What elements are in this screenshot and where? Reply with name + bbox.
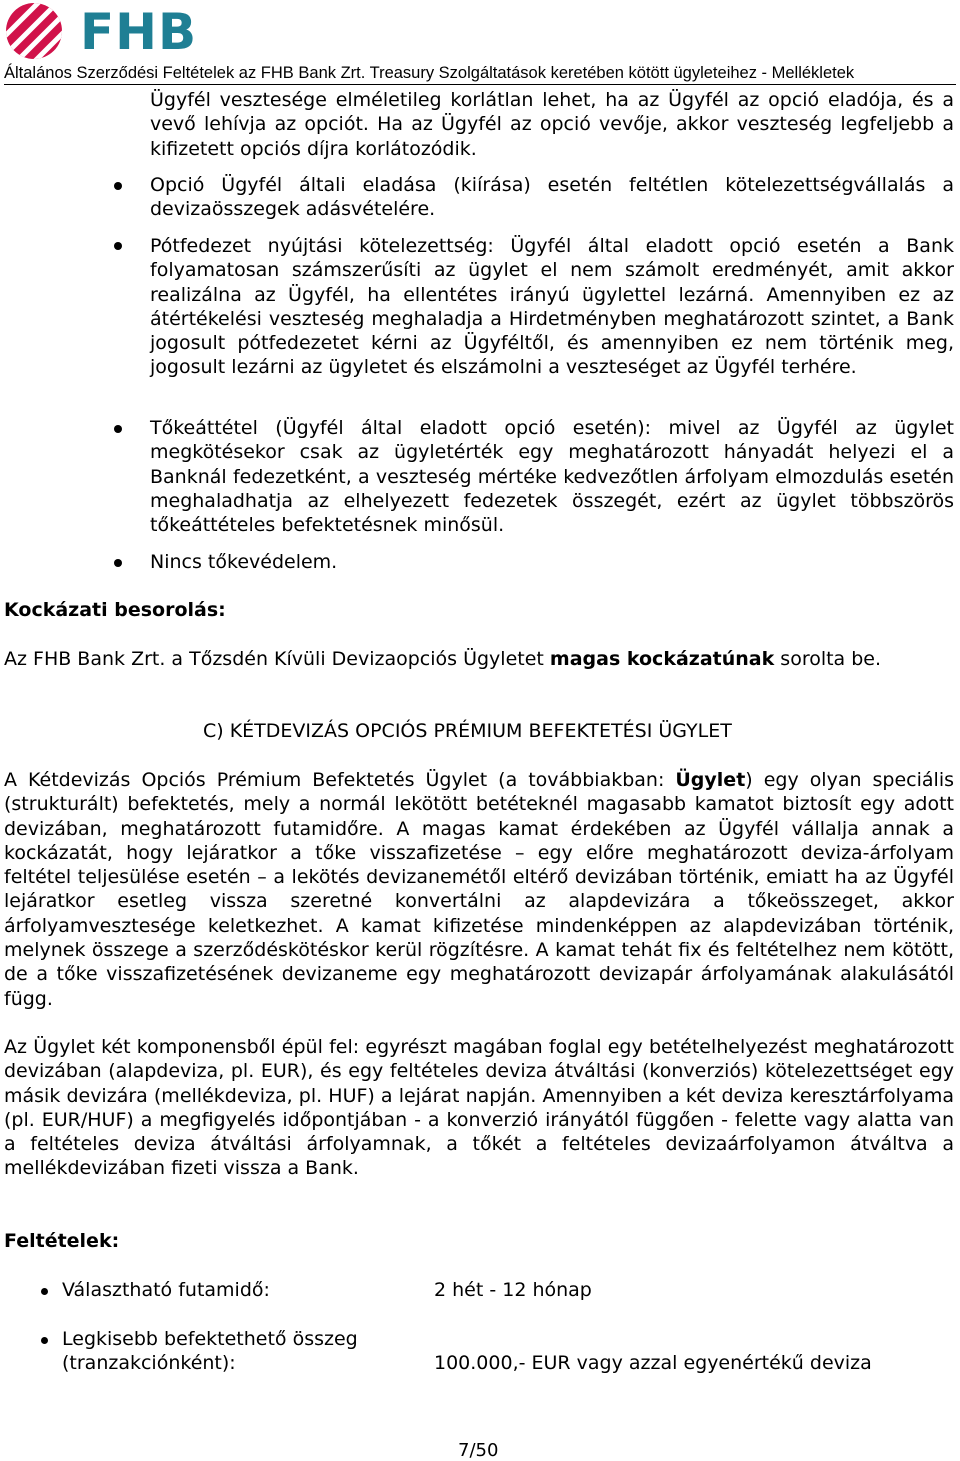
intro-paragraph: Ügyfél vesztesége elméletileg korlátlan lehet, ha az Ügyfél az opció eladója, és a vevő lehívja az opciót. Ha az Ügyfél az opció vevője, akkor veszteség legfeljebb a kifizetett opciós díjra korlátozódik. bbox=[150, 89, 954, 160]
page-number: 7/50 bbox=[458, 1440, 499, 1461]
bullet-item-2: Pótfedezet nyújtási kötelezettség: Ügyfél által eladott opció esetén a Bank folyamatosan számszerűsíti az ügylet el nem számolt eredményét, amit akkor realizálna az Ügyfél, ha ellentétes irányú ügylettel lezárná. Amennyiben ez az átértékelési veszteség meghaladja a Hirdetményben meghatározott szintet, a Bank jogosult pótfedezetet kérni az Ügyféltől, és amennyiben ez nem történik meg, jogosult lezárni az ügyletet és elszámolni a veszteséget az Ügyfél terhére. bbox=[150, 235, 954, 379]
bullet-icon bbox=[114, 242, 122, 250]
p1-text-after: ) egy olyan speciális (strukturált) befektetés, mely a normál lekötött betéteknél magasabb kamatot biztosít egy adott devizában, meghatározott futamidőre. A magas kamat érdekében az Ügyfél vállalja annak a kockázatát, hogy lejáratkor a tőke visszafizetése – egy előre meghatározott deviza-árfolyam feltétel teljesülése esetén – a lekötés devizanemétől eltérő devizában történik, emiatt ha az Ügyfél lejáratkor esetleg vissza szeretné konvertálni az alapdevizára a tőkeösszeget, akkor árfolyamvesztesége keletkezhet. A kamat kifizetése mindenképpen az alapdevizában történik, melynek összege a szerződéskötéskor kerül rögzítésre. A kamat tehát fix és feltételhez nem kötött, de a tőke visszafizetésének devizaneme egy meghatározott devizapár árfolyamának alakulásától függ. bbox=[4, 769, 954, 1010]
logo-wordmark: FHB bbox=[80, 3, 198, 61]
risk-statement bbox=[4, 647, 956, 671]
p1-text-bold: Ügylet bbox=[675, 769, 746, 791]
document-header-title: Általános Szerződési Feltételek az FHB Bank Zrt. Treasury Szolgáltatások keretében kötött ügyleteihez - Mellékletek bbox=[4, 64, 855, 82]
section-c-paragraph-1 bbox=[4, 768, 954, 1011]
condition-label-min-amount-line2: (tranzakciónként): bbox=[62, 1352, 236, 1374]
condition-label-min-amount: Legkisebb befektethető összeg bbox=[62, 1328, 358, 1350]
fhb-logo bbox=[4, 2, 204, 62]
risk-text-before: Az FHB Bank Zrt. a Tőzsdén Kívüli Devizaopciós Ügyletet bbox=[4, 648, 550, 670]
bullet-item-4: Nincs tőkevédelem. bbox=[150, 551, 338, 573]
bullet-icon bbox=[41, 1337, 48, 1344]
section-c-title: C) KÉTDEVIZÁS OPCIÓS PRÉMIUM BEFEKTETÉSI ÜGYLET bbox=[203, 720, 732, 742]
bullet-icon bbox=[41, 1288, 48, 1295]
bullet-item-1: Opció Ügyfél általi eladása (kiírása) esetén feltétlen kötelezettségvállalás a devizaösszegek adásvételére. bbox=[150, 174, 954, 221]
bullet-item-3: Tőkeáttétel (Ügyfél által eladott opció esetén): mivel az Ügyfél az ügylet megkötésekor csak az ügyletérték egy meghatározott hányadát helyezi el a Banknál fedezetként, a veszteség mértéke kedvezőtlen árfolyam elmozdulás esetén meghaladhatja az elhelyezett fedezetek összegét, ezért az ügylet többszörös tőkeáttételes befektetésnek minősül. bbox=[150, 417, 954, 537]
section-c-paragraph-2: Az Ügylet két komponensből épül fel: egyrészt magában foglal egy betételhelyezést meghatározott devizában (alapdeviza, pl. EUR), és egy feltételes deviza átváltási (konverziós) kötelezettséget egy másik devizára (mellékdeviza, pl. HUF) a lejárat napján. Amennyiben a két deviza keresztárfolyama (pl. EUR/HUF) a megfigyelés időpontjában - a konverzió irányától függően - felette vagy alatta van a feltételes deviza átváltási árfolyamnak, a tőkét a feltételes devizaárfolyamon átváltva a mellékdevizában fizeti vissza a Bank. bbox=[4, 1036, 954, 1180]
header-divider bbox=[4, 84, 956, 85]
condition-value-term: 2 hét - 12 hónap bbox=[434, 1279, 592, 1301]
bullet-icon bbox=[114, 182, 122, 190]
bullet-icon bbox=[114, 559, 122, 567]
fhb-logo-mark-icon bbox=[4, 2, 66, 60]
condition-value-min-amount: 100.000,- EUR vagy azzal egyenértékű deviza bbox=[434, 1352, 872, 1374]
risk-text-after: sorolta be. bbox=[774, 648, 882, 670]
risk-heading: Kockázati besorolás: bbox=[4, 599, 226, 621]
conditions-heading: Feltételek: bbox=[4, 1230, 120, 1252]
risk-text-bold: magas kockázatúnak bbox=[549, 648, 775, 670]
condition-label-term: Választható futamidő: bbox=[62, 1279, 270, 1301]
bullet-icon bbox=[114, 425, 122, 433]
p1-text-before: A Kétdevizás Opciós Prémium Befektetés Ügylet (a továbbiakban: bbox=[4, 769, 676, 791]
